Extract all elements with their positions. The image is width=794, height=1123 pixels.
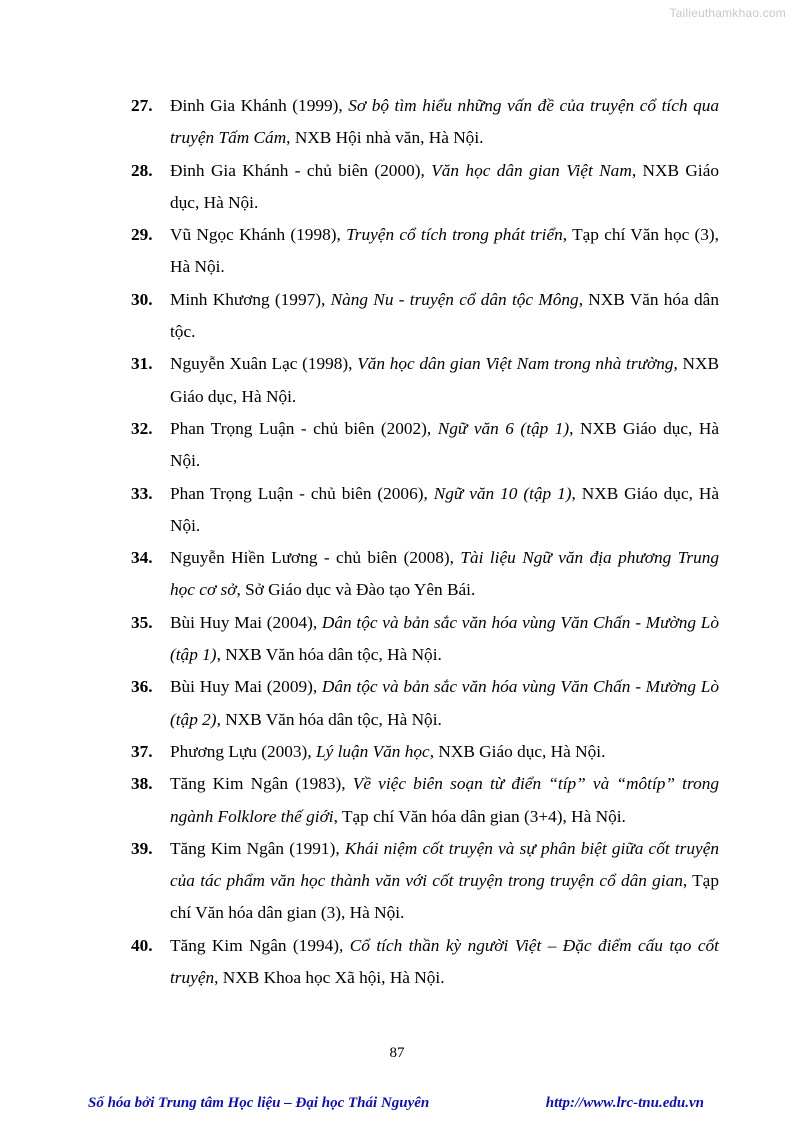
reference-number: 34.: [131, 548, 153, 568]
reference-item: [131, 219, 719, 284]
watermark: Tailieuthamkhao.com: [669, 6, 786, 20]
reference-author: Đinh Gia Khánh (1999),: [170, 96, 349, 115]
reference-item: [131, 348, 719, 413]
reference-number: 28.: [131, 160, 153, 180]
reference-number: 38.: [131, 774, 153, 794]
reference-author: Minh Khương (1997),: [170, 289, 331, 309]
reference-title: Cổ tích thần kỳ người Việt – Đặc điểm cấu tạo cốt truyện: [170, 935, 719, 988]
reference-number: 30.: [131, 289, 153, 309]
reference-number: 35.: [131, 612, 153, 632]
reference-author: Tăng Kim Ngân (1991),: [170, 838, 345, 858]
reference-item: [131, 413, 719, 478]
reference-publisher: , NXB Văn hóa dân tộc, Hà Nội.: [216, 645, 442, 665]
reference-title: Ngữ văn 6 (tập 1): [437, 418, 570, 438]
reference-number: 27.: [131, 96, 153, 115]
reference-title: Lý luận Văn học: [315, 741, 430, 761]
reference-number: 39.: [131, 838, 153, 858]
reference-list: [131, 90, 719, 994]
reference-number: 37.: [131, 741, 153, 761]
reference-number: 33.: [131, 483, 153, 503]
reference-publisher: , NXB Khoa học Xã hội, Hà Nội.: [214, 968, 445, 988]
reference-title: Văn học dân gian Việt Nam trong nhà trường: [357, 354, 674, 374]
reference-publisher: , NXB Giáo dục, Hà Nội.: [170, 418, 719, 471]
reference-title: Ngữ văn 10 (tập 1): [433, 483, 572, 503]
reference-item: [131, 478, 719, 543]
reference-item: [131, 90, 719, 155]
reference-author: Vũ Ngọc Khánh (1998),: [170, 225, 347, 245]
reference-author: Tăng Kim Ngân (1994),: [170, 935, 350, 955]
reference-item: [131, 930, 719, 995]
reference-number: 32.: [131, 418, 153, 438]
reference-title: Khái niệm cốt truyện và sự phân biệt giữa cốt truyện của tác phẩm văn học thành văn với cốt truyện trong truyện cổ dân gian: [170, 838, 720, 891]
reference-item: [131, 768, 719, 833]
reference-publisher: , Tạp chí Văn hóa dân gian (3+4), Hà Nội.: [333, 806, 626, 826]
reference-number: 40.: [131, 935, 153, 955]
reference-item: [131, 736, 719, 768]
reference-publisher: , Tạp chí Văn học (3), Hà Nội.: [170, 225, 719, 277]
reference-item: [131, 607, 719, 672]
reference-publisher: , NXB Giáo dục, Hà Nội.: [429, 741, 606, 761]
reference-item: [131, 833, 719, 930]
reference-title: Văn học dân gian Việt Nam: [431, 160, 632, 180]
reference-title: Nàng Nu - truyện cổ dân tộc Mông: [330, 289, 579, 309]
reference-publisher: , NXB Văn hóa dân tộc.: [170, 289, 719, 342]
reference-author: Tăng Kim Ngân (1983),: [170, 774, 353, 794]
reference-author: Đinh Gia Khánh - chủ biên (2000),: [170, 160, 432, 180]
reference-number: 31.: [131, 354, 153, 374]
reference-number: 29.: [131, 225, 153, 245]
reference-title: Tài liệu Ngữ văn địa phương Trung học cơ sở: [170, 548, 719, 600]
reference-author: Phan Trọng Luận - chủ biên (2006),: [170, 483, 434, 503]
reference-item: [131, 671, 719, 736]
reference-item: [131, 155, 719, 220]
reference-author: Nguyễn Hiền Lương - chủ biên (2008),: [170, 548, 461, 568]
reference-author: Bùi Huy Mai (2009),: [170, 677, 322, 697]
reference-publisher: , NXB Giáo dục, Hà Nội.: [170, 483, 720, 535]
footer-url-link[interactable]: http://www.lrc-tnu.edu.vn: [545, 1095, 704, 1111]
reference-author: Nguyễn Xuân Lạc (1998),: [170, 354, 358, 374]
reference-author: Bùi Huy Mai (2004),: [170, 612, 322, 632]
reference-author: Phương Lựu (2003),: [170, 741, 316, 761]
reference-title: Về việc biên soạn từ điển “típ” và “môtíp” trong ngành Folklore thế giới: [170, 774, 719, 826]
footer-digitized-by: Số hóa bởi Trung tâm Học liệu – Đại học Thái Nguyên: [88, 1095, 430, 1111]
reference-author: Phan Trọng Luận - chủ biên (2002),: [170, 418, 438, 438]
reference-publisher: , NXB Giáo dục, Hà Nội.: [170, 354, 719, 406]
reference-publisher: , NXB Hội nhà văn, Hà Nội.: [286, 128, 484, 148]
reference-title: Sơ bộ tìm hiểu những vấn đề của truyện cổ tích qua truyện Tấm Cám: [170, 96, 720, 148]
reference-title: Dân tộc và bản sắc văn hóa vùng Văn Chấn - Mường Lò (tập 1): [170, 612, 719, 665]
reference-item: [131, 542, 719, 607]
reference-publisher: , NXB Văn hóa dân tộc, Hà Nội.: [216, 709, 442, 729]
reference-publisher: , Tạp chí Văn hóa dân gian (3), Hà Nội.: [170, 871, 719, 923]
reference-title: Truyện cổ tích trong phát triển: [346, 225, 563, 245]
reference-number: 36.: [131, 677, 153, 697]
reference-title: Dân tộc và bản sắc văn hóa vùng Văn Chấn - Mường Lò (tập 2): [170, 677, 719, 729]
reference-publisher: , NXB Giáo dục, Hà Nội.: [170, 160, 719, 212]
reference-item: [131, 284, 719, 349]
page-number: 87: [389, 1045, 405, 1061]
reference-publisher: , Sở Giáo dục và Đào tạo Yên Bái.: [236, 580, 476, 600]
